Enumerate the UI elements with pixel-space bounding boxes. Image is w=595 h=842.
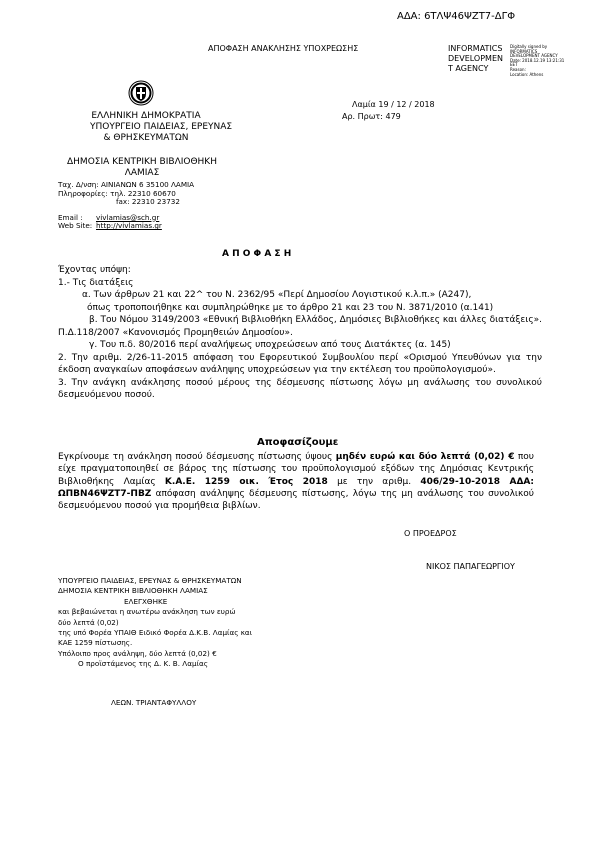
document-type: ΑΠΟΦΑΣΗ ΑΝΑΚΛΗΣΗΣ ΥΠΟΧΡΕΩΣΗΣ <box>208 44 359 53</box>
address: Ταχ. Δ/νση: ΑΙΝΙΑΝΩΝ 6 35100 ΛΑΜΙΑ <box>58 180 195 189</box>
decision-part: με την αριθμ. <box>327 476 421 487</box>
footer-line: Υπόλοιπο προς ανάληψη, δύο λεπτά (0,02) € <box>58 648 217 658</box>
consideration-1: 1.- Τις διατάξεις <box>58 277 134 288</box>
issuer-country: ΕΛΛΗΝΙΚΗ ΔΗΜΟΚΡΑΤΙΑ <box>91 111 201 121</box>
stamp-small-line: Location: Athens <box>510 71 544 77</box>
issuer-ministry: ΥΠΟΥΡΓΕΙΟ ΠΑΙΔΕΙΑΣ, ΕΡΕΥΝΑΣ <box>90 122 233 132</box>
president-title: Ο ΠΡΟΕΔΡΟΣ <box>404 529 457 538</box>
phone: Πληροφορίες: τηλ. 22310 60670 <box>58 188 176 198</box>
decision-reference: 406/29-10-2018 ΑΔΑ: ΩΠΒΝ46ΨΖΤ7-ΠΒΖ <box>58 476 535 499</box>
email-link[interactable]: vivlamias@sch.gr <box>96 212 160 222</box>
consideration-1b: β. Του Νόμου 3149/2003 «Εθνική Βιβλιοθήκη Ελλάδος, Δημόσιες Βιβλιοθήκες και άλλες διατάξεις». Π.Δ.118/2007 «Κανονισμός Προμηθειών Δημοσίου». <box>58 315 542 338</box>
president-name: ΝΙΚΟΣ ΠΑΠΑΓΕΩΡΓΙΟΥ <box>426 562 515 571</box>
decision-part: που είχε πραγματοποιηθεί σε βάρος της πίστωσης του προϋπολογισμού εξόδων της Δημόσιας Κεντρικής Βιβλιοθήκης Λαμίας <box>58 452 534 487</box>
stamp-small-line: EET <box>510 62 518 68</box>
stamp-small-line: INFORMATICS <box>510 48 538 54</box>
decision-part: Εγκρίνουμε τη ανάκληση ποσού δέσμευσης πίστωσης ύψους <box>58 452 336 462</box>
stamp-line: T AGENCY <box>448 64 489 73</box>
library-city: ΛΑΜΙΑΣ <box>124 168 160 178</box>
footer-checked: ΕΛΕΓΧΘΗΚΕ <box>124 596 168 606</box>
decision-text <box>58 451 534 512</box>
decision-title: Α Π Ο Φ Α Σ Η <box>222 249 292 259</box>
footer-line: ΚΑΕ 1259 πίστωσης. <box>58 638 133 648</box>
footer-line: και βεβαιώνεται η ανωτέρω ανάκληση των ευρώ <box>58 607 236 617</box>
stamp-small-line: DEVELOPMENT AGENCY <box>510 53 558 59</box>
stamp-small-line: Reason: <box>510 66 526 72</box>
consideration-1a-cont: όπως τροποποιήθηκε και συμπληρώθηκε με το άρθρο 21 και 23 του Ν. 3871/2010 (α.141) <box>87 302 494 313</box>
considering-label: Έχοντας υπόψη: <box>58 265 131 275</box>
consideration-2: 2. Την αριθμ. 2/26-11-2015 απόφαση του Εφορευτικού Συμβουλίου περί «Ορισμού Υπευθύνων για την έκδοση αναγκαίων αποφάσεων ανάληψης υποχρεώσεων για την εκτέλεση του προϋπολογισμού». <box>58 352 542 375</box>
email-label: Email : <box>58 212 83 222</box>
footer-line: της υπό Φορέα ΥΠΑΙΘ Ειδικό Φορέα Δ.Κ.Β. Λαμίας και <box>58 628 253 638</box>
decision-amount: μηδέν ευρώ και δύο λεπτά (0,02) € <box>335 452 515 462</box>
footer-line: Ο προϊστάμενος της Δ. Κ. Β. Λαμίας <box>78 659 208 669</box>
library-name: ΔΗΜΟΣΙΑ ΚΕΝΤΡΙΚΗ ΒΙΒΛΙΟΘΗΚΗ <box>67 157 217 167</box>
contact-block <box>58 181 194 231</box>
ada-code: ΑΔΑ: 6ΤΛΨ46ΨΖΤ7-ΔΓΦ <box>397 11 516 22</box>
decide-heading: Αποφασίζουμε <box>257 437 339 448</box>
stamp-small-line: Date: 2018.12.19 13:21:31 <box>510 57 565 63</box>
consideration-3: 3. Την ανάγκη ανάκλησης ποσού μέρους της δέσμευσης πίστωσης λόγω μη ανάλωσης του συνολικού δεσμευόμενου ποσού. <box>58 377 542 400</box>
footer-line: δύο λεπτά (0,02) <box>58 617 119 627</box>
library-block <box>52 157 232 179</box>
consideration-1a: α. Των άρθρων 21 και 22^ του Ν. 2362/95 «Περί Δημοσίου Λογιστικού κ.λ.π.» (Α247), <box>82 290 472 300</box>
consideration-1c: γ. Του π.δ. 80/2016 περί αναλήψεως υποχρεώσεων από τους Διατάκτες (α. 145) <box>89 340 451 350</box>
footer-signer: ΛΕΩΝ. ΤΡΙΑΝΤΑΦΥΛΛΟΥ <box>111 698 197 707</box>
footer-library: ΔΗΜΟΣΙΑ ΚΕΝΤΡΙΚΗ ΒΙΒΛΙΟΘΗΚΗ ΛΑΜΙΑΣ <box>58 586 208 596</box>
accounting-check <box>58 576 252 670</box>
considerations <box>58 264 542 402</box>
date: Λαμία 19 / 12 / 2018 <box>352 100 435 109</box>
footer-ministry: ΥΠΟΥΡΓΕΙΟ ΠΑΙΔΕΙΑΣ, ΕΡΕΥΝΑΣ & ΘΡΗΣΚΕΥΜΑΤΩΝ <box>58 576 242 585</box>
stamp-line: INFORMATICS <box>448 44 503 53</box>
protocol-number: Αρ. Πρωτ: 479 <box>342 112 401 121</box>
coat-of-arms-icon <box>128 80 154 110</box>
date-block <box>342 99 435 123</box>
decision-part: απόφαση ανάληψης δέσμευσης πίστωσης, λόγω της μη ανάλωσης του συνολικού δεσμευόμενου ποσού για προμήθεια βιβλίων. <box>58 488 534 512</box>
web-label: Web Site: <box>58 221 93 231</box>
decision-kae: Κ.Α.Ε. 1259 οικ. Έτος 2018 <box>164 476 328 487</box>
issuer-block <box>90 111 233 144</box>
fax: fax: 22310 23732 <box>116 197 180 207</box>
web-link[interactable]: http://vivlamias.gr <box>96 221 162 231</box>
stamp-line: DEVELOPMEN <box>448 54 503 63</box>
issuer-ministry-2: & ΘΡΗΣΚΕΥΜΑΤΩΝ <box>103 133 189 143</box>
stamp-small-line: Digitally signed by <box>510 44 548 49</box>
